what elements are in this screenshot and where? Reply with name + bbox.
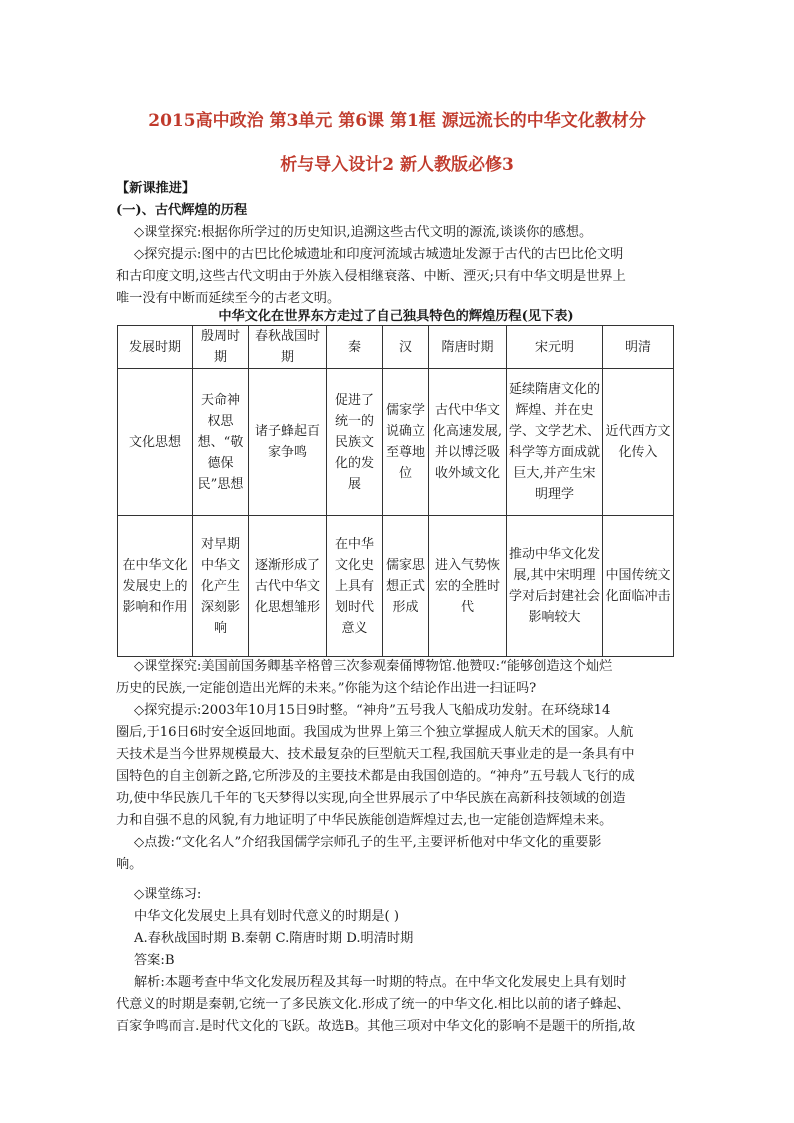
paragraph: 响。 <box>116 857 143 872</box>
paragraph: ◇点拨:“文化名人”介绍我国儒学宗师孔子的生平,主要评析他对中华文化的重要影 <box>134 835 602 850</box>
table-cell: 促进了统一的民族文化的发展 <box>327 369 383 516</box>
options: A.春秋战国时期 B.秦朝 C.隋唐时期 D.明清时期 <box>134 931 414 946</box>
table-cell: 文化思想 <box>118 369 193 516</box>
table-cell: 进入气势恢宏的全胜时代 <box>429 516 507 657</box>
table-cell: 古代中华文化高速发展,并以博泛吸收外域文化 <box>429 369 507 516</box>
paragraph: 和古印度文明,这些古代文明由于外族入侵相继衰落、中断、湮灭;只有中华文明是世界上 <box>116 269 626 284</box>
table-cell: 在中华文化发展史上的影响和作用 <box>118 516 193 657</box>
paragraph: 国特色的自主创新之路,它所涉及的主要技术都是由我国创造的。“神舟”五号载人飞行的成 <box>116 769 635 784</box>
explanation: 代意义的时期是秦朝,它统一了多民族文化.形成了统一的中华文化.相比以前的诸子蜂起、 <box>116 997 630 1012</box>
paragraph: 唯一没有中断而延续至今的古老文明。 <box>116 291 341 306</box>
paragraph: ◇探究提示:图中的古巴比伦城遗址和印度河流域古城遗址发源于古代的古巴比伦文明 <box>134 247 624 262</box>
table-cell: 在中华文化史上具有划时代意义 <box>327 516 383 657</box>
exercise-heading: ◇课堂练习: <box>134 887 202 902</box>
table-cell: 延续隋唐文化的辉煌、并在史学、文学艺术、科学等方面成就巨大,并产生宋明理学 <box>507 369 603 516</box>
table-header-row <box>118 326 674 369</box>
paragraph: 功,使中华民族几千年的飞天梦得以实现,向全世界展示了中华民族在高新科技领域的创造 <box>116 791 626 806</box>
doc-title-line-2: 析与导入设计2 新人教版必修3 <box>280 155 514 175</box>
paragraph: 天技术是当今世界规模最大、技术最复杂的巨型航天工程,我国航天事业走的是一条具有中 <box>116 747 635 762</box>
answer: 答案:B <box>134 953 175 968</box>
table-header-cell: 明清 <box>603 326 674 369</box>
explanation: 百家争鸣而言.是时代文化的飞跃。故选B。其他三项对中华文化的影响不是题干的所指,故 <box>116 1019 636 1034</box>
table-cell: 推动中华文化发展,其中宋明理学对后封建社会影响较大 <box>507 516 603 657</box>
table-row <box>118 516 674 657</box>
table-cell: 中国传统文化面临冲击 <box>603 516 674 657</box>
table-header-cell: 宋元明 <box>507 326 603 369</box>
section-tag: 【新课推进】 <box>116 181 196 196</box>
paragraph: ◇探究提示:2003年10月15日9时整。“神舟”五号我人飞船成功发射。在环绕球14 <box>134 703 611 718</box>
history-table <box>117 325 674 657</box>
paragraph: ◇课堂探究:美国前国务卿基辛格曾三次参观秦俑博物馆.他赞叹:“能够创造这个灿烂 <box>134 659 613 674</box>
table-cell: 儒家学说确立至尊地位 <box>383 369 429 516</box>
paragraph: 历史的民族,一定能创造出光辉的未来。”你能为这个结论作出进一扫证吗? <box>116 681 537 696</box>
explanation: 解析:本题考查中华文化发展历程及其每一时期的特点。在中华文化发展史上具有划时 <box>134 975 627 990</box>
table-cell: 儒家思想正式形成 <box>383 516 429 657</box>
table-cell: 近代西方文化传入 <box>603 369 674 516</box>
table-cell: 逐渐形成了古代中华文化思想雏形 <box>249 516 327 657</box>
table-header-cell: 汉 <box>383 326 429 369</box>
paragraph: 力和自强不息的风貌,有力地证明了中华民族能创造辉煌过去,也一定能创造辉煌未来。 <box>116 813 613 828</box>
paragraph: 圈后,于16日6时安全返回地面。我国成为世界上第三个独立掌握成人航天术的国家。人航 <box>116 725 634 740</box>
doc-title-line-1: 2015高中政治 第3单元 第6课 第1框 源远流长的中华文化教材分 <box>148 111 646 131</box>
table-title: 中华文化在世界东方走过了自己独具特色的辉煌历程(见下表) <box>218 309 574 324</box>
section-heading: (一)、古代辉煌的历程 <box>116 203 248 218</box>
table-row <box>118 369 674 516</box>
table-header-cell: 秦 <box>327 326 383 369</box>
table-cell: 天命神权思想、“敬德保民”思想 <box>193 369 249 516</box>
table-header-cell: 发展时期 <box>118 326 193 369</box>
table-cell: 诸子蜂起百家争鸣 <box>249 369 327 516</box>
table-header-cell: 春秋战国时期 <box>249 326 327 369</box>
table-cell: 对早期中华文化产生深刻影响 <box>193 516 249 657</box>
table-header-cell: 隋唐时期 <box>429 326 507 369</box>
table-header-cell: 殷周时期 <box>193 326 249 369</box>
question: 中华文化发展史上具有划时代意义的时期是( ) <box>134 909 400 924</box>
paragraph: ◇课堂探究:根据你所学过的历史知识,追溯这些古代文明的源流,谈谈你的感想。 <box>134 225 593 240</box>
